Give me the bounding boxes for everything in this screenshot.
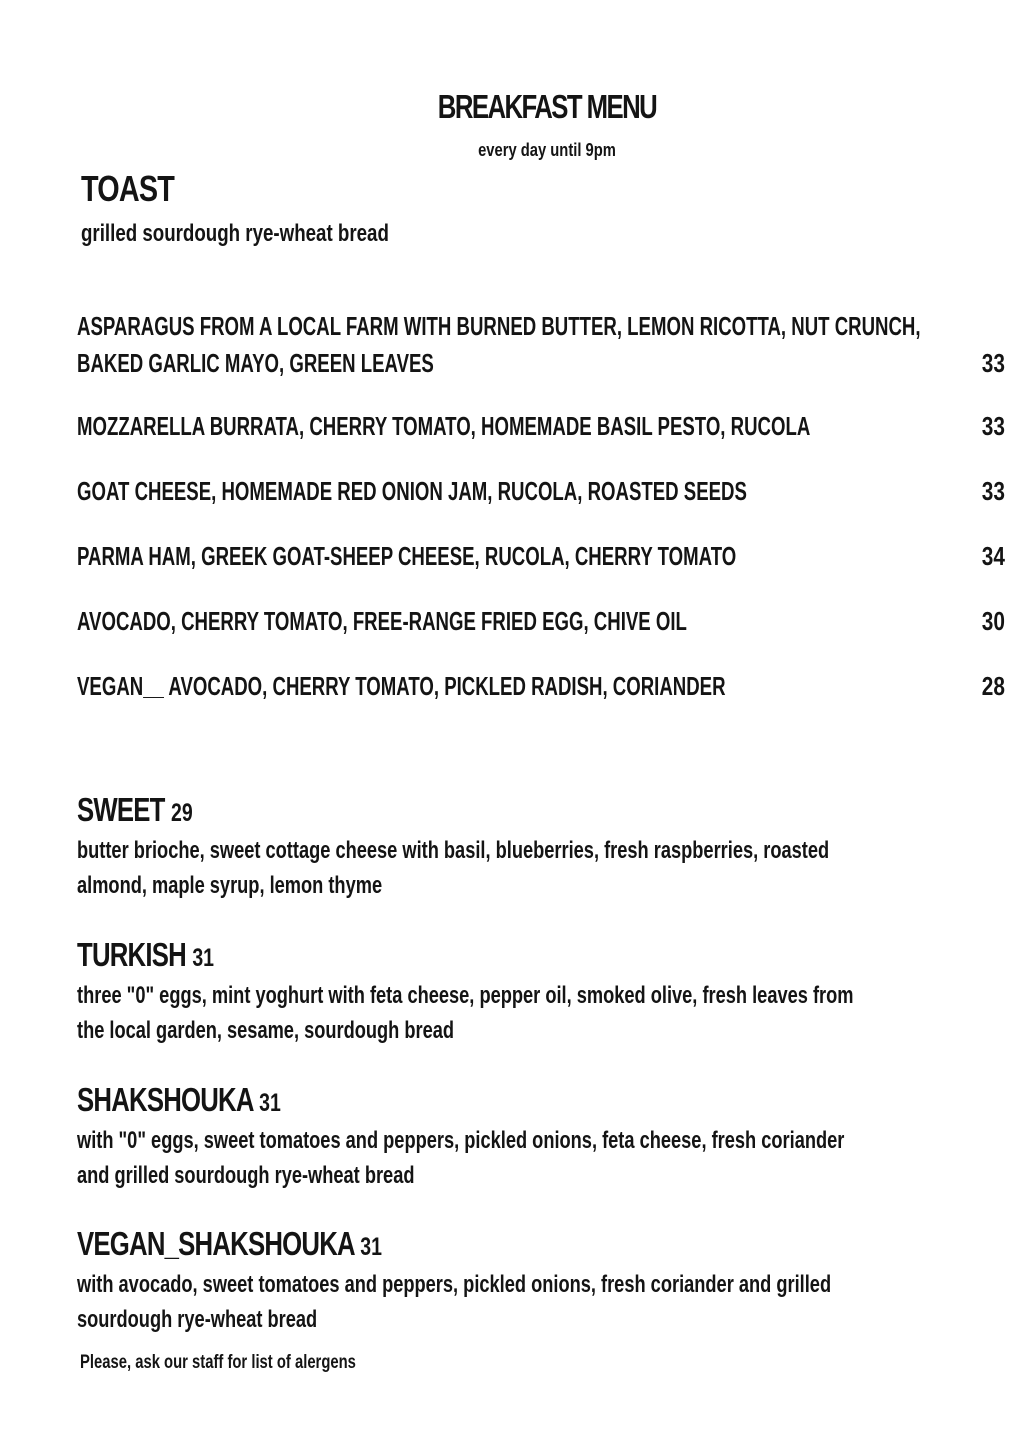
dish-description [77, 978, 977, 1048]
menu-title: BREAKFAST MENU [437, 88, 657, 125]
menu-item-line: BAKED GARLIC MAYO, GREEN LEAVES [77, 348, 434, 378]
dish-heading [77, 790, 977, 833]
dish-price: 31 [192, 944, 215, 972]
dish-heading [77, 1224, 977, 1267]
dish-description [77, 833, 977, 903]
dish-turkish [77, 935, 977, 1048]
dish-heading [77, 1080, 977, 1123]
menu-item-line: GOAT CHEESE, HOMEMADE RED ONION JAM, RUCOLA, ROASTED SEEDS [77, 476, 747, 506]
toast-item-burrata [77, 408, 1009, 445]
dish-title: SWEET [77, 791, 165, 828]
menu-item-price: 33 [981, 348, 1005, 378]
dish-price: 29 [171, 799, 193, 827]
toast-item-avocado [77, 603, 1009, 640]
dish-title: SHAKSHOUKA [77, 1081, 253, 1118]
dish-sweet [77, 790, 977, 903]
dish-heading [77, 935, 977, 978]
allergen-note-text: Please, ask our staff for list of alergens [80, 1352, 356, 1373]
menu-item-line: VEGAN__ AVOCADO, CHERRY TOMATO, PICKLED RADISH, CORIANDER [77, 671, 726, 701]
menu-item-description [77, 538, 957, 575]
toast-item-vegan [77, 668, 1009, 705]
menu-item-description [77, 668, 957, 705]
menu-item-line: AVOCADO, CHERRY TOMATO, FREE-RANGE FRIED EGG, CHIVE OIL [77, 606, 687, 636]
menu-item-description [77, 308, 957, 382]
toast-items-list [77, 308, 1009, 705]
dish-title: TURKISH [77, 936, 186, 973]
dish-description-line: three "0" eggs, mint yoghurt with feta cheese, pepper oil, smoked olive, fresh leaves from [77, 982, 854, 1009]
toast-section-title [81, 168, 197, 210]
menu-item-price: 28 [981, 671, 1005, 701]
menu-item-price: 34 [981, 541, 1005, 571]
dish-vegan-shakshouka [77, 1224, 977, 1337]
dish-description-line: sourdough rye-wheat bread [77, 1306, 318, 1333]
dish-description-line: the local garden, sesame, sourdough bread [77, 1017, 455, 1044]
menu-subtitle: every day until 9pm [478, 140, 616, 160]
menu-item-description [77, 408, 957, 445]
dish-description-line: with "0" eggs, sweet tomatoes and peppers, pickled onions, feta cheese, fresh coriander [77, 1127, 845, 1154]
menu-item-line: MOZZARELLA BURRATA, CHERRY TOMATO, HOMEMADE BASIL PESTO, RUCOLA [77, 411, 811, 441]
allergen-note [80, 1352, 434, 1374]
dish-description-line: butter brioche, sweet cottage cheese with basil, blueberries, fresh raspberries, roasted [77, 837, 830, 864]
toast-description-text: grilled sourdough rye-wheat bread [81, 220, 389, 247]
menu-item-price: 33 [981, 411, 1005, 441]
dish-shakshouka [77, 1080, 977, 1193]
toast-title-text: TOAST [81, 168, 175, 209]
menu-item-description [77, 473, 957, 510]
menu-item-line: PARMA HAM, GREEK GOAT-SHEEP CHEESE, RUCOLA, CHERRY TOMATO [77, 541, 737, 571]
menu-item-line: ASPARAGUS FROM A LOCAL FARM WITH BURNED BUTTER, LEMON RICOTTA, NUT CRUNCH, [77, 311, 921, 341]
dish-description-line: almond, maple syrup, lemon thyme [77, 872, 383, 899]
menu-item-description [77, 603, 957, 640]
dish-description [77, 1267, 977, 1337]
toast-item-parma-ham [77, 538, 1009, 575]
menu-item-price: 30 [981, 606, 1005, 636]
toast-section-description [81, 220, 476, 248]
dish-description-line: and grilled sourdough rye-wheat bread [77, 1162, 415, 1189]
toast-item-asparagus [77, 308, 1009, 382]
dish-title: VEGAN_SHAKSHOUKA [77, 1225, 354, 1262]
toast-item-goat-cheese [77, 473, 1009, 510]
dish-price: 31 [360, 1233, 382, 1261]
menu-item-price: 33 [981, 476, 1005, 506]
dish-description [77, 1123, 977, 1193]
dish-price: 31 [259, 1089, 281, 1117]
dish-description-line: with avocado, sweet tomatoes and peppers, pickled onions, fresh coriander and grilled [77, 1271, 832, 1298]
